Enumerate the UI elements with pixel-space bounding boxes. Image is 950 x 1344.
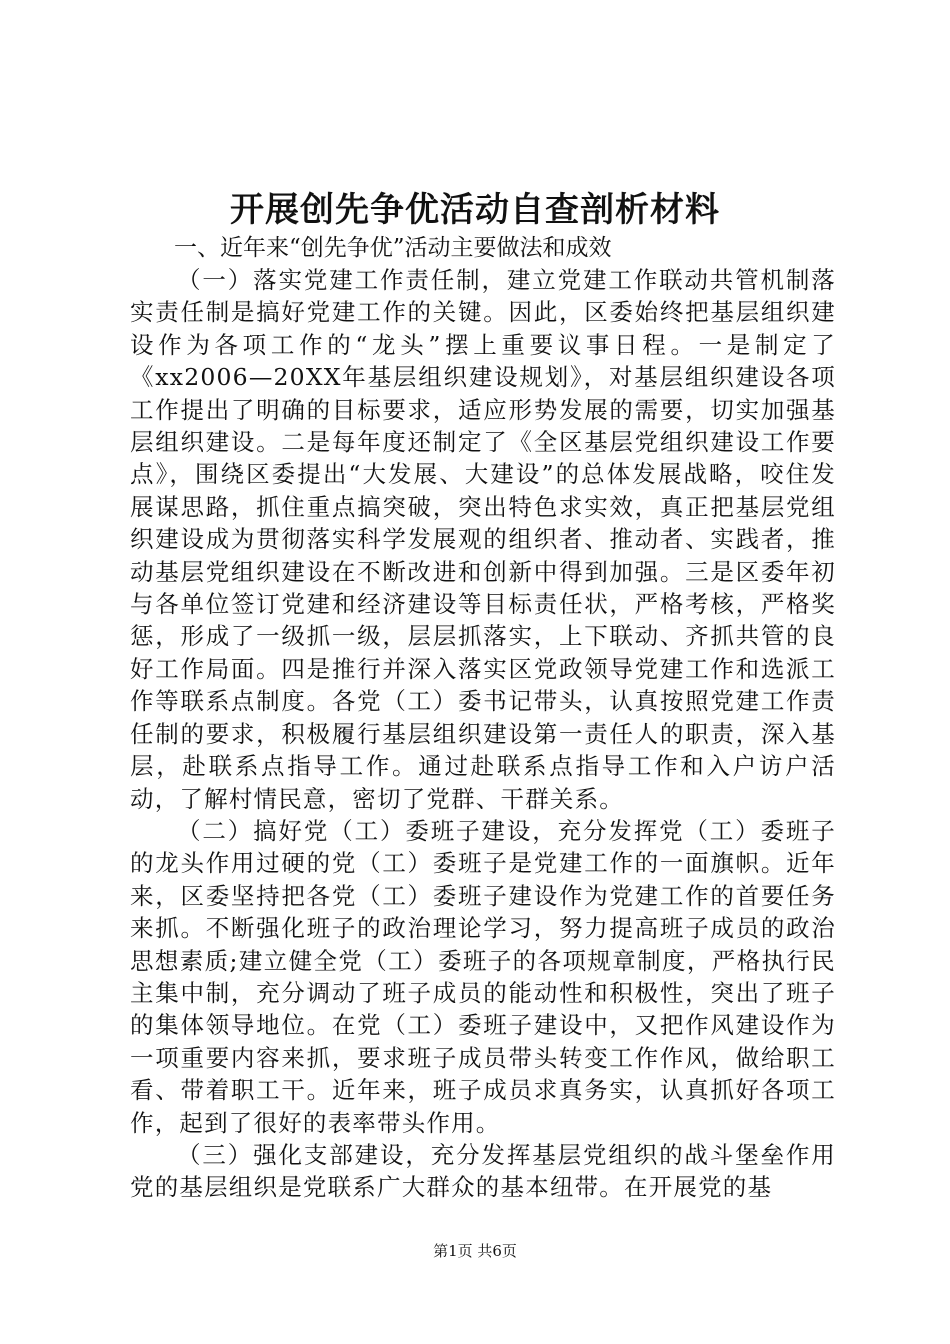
document-title: 开展创先争优活动自查剖析材料 <box>230 190 720 230</box>
section-heading: 一、近年来“创先争优”活动主要做法和成效 <box>174 235 612 261</box>
paragraph-2: （二）搞好党（工）委班子建设，充分发挥党（工）委班子的龙头作用过硬的党（工）委班子是党建工作的一面旗帜。近年来，区委坚持把各党（工）委班子建设作为党建工作的首要任务来抓。不断强化班子的政治理论学习，努力提高班子成员的政治思想素质;建立健全党（工）委班子的各项规章制度，严格执行民主集中制，充分调动了班子成员的能动性和积极性，突出了班子的集体领导地位。在党（工）委班子建设中，又把作风建设作为一项重要内容来抓，要求班子成员带头转变工作作风，做给职工看、带着职工干。近年来，班子成员求真务实，认真抓好各项工作，起到了很好的表率带头作用。 <box>130 816 836 1137</box>
page-number-footer: 第1页 共6页 <box>433 1242 517 1260</box>
document-body <box>130 232 836 1204</box>
paragraph-3: （三）强化支部建设，充分发挥基层党组织的战斗堡垒作用党的基层组织是党联系广大群众的基本纽带。在开展党的基 <box>130 1140 836 1202</box>
paragraph-1: （一）落实党建工作责任制，建立党建工作联动共管机制落实责任制是搞好党建工作的关键。因此，区委始终把基层组织建设作为各项工作的“龙头”摆上重要议事日程。一是制定了《xx2006—20XX年基层组织建设规划》，对基层组织建设各项工作提出了明确的目标要求，适应形势发展的需要，切实加强基层组织建设。二是每年度还制定了《全区基层党组织建设工作要点》，围绕区委提出“大发展、大建设”的总体发展战略，咬住发展谋思路，抓住重点搞突破，突出特色求实效，真正把基层党组织建设成为贯彻落实科学发展观的组织者、推动者、实践者，推动基层党组织建设在不断改进和创新中得到加强。三是区委年初与各单位签订党建和经济建设等目标责任状，严格考核，严格奖惩，形成了一级抓一级，层层抓落实，上下联动、齐抓共管的良好工作局面。四是推行并深入落实区党政领导党建工作和选派工作等联系点制度。各党（工）委书记带头，认真按照党建工作责任制的要求，积极履行基层组织建设第一责任人的职责，深入基层，赴联系点指导工作。通过赴联系点指导工作和入户访户活动，了解村情民意，密切了党群、干群关系。 <box>130 266 836 813</box>
